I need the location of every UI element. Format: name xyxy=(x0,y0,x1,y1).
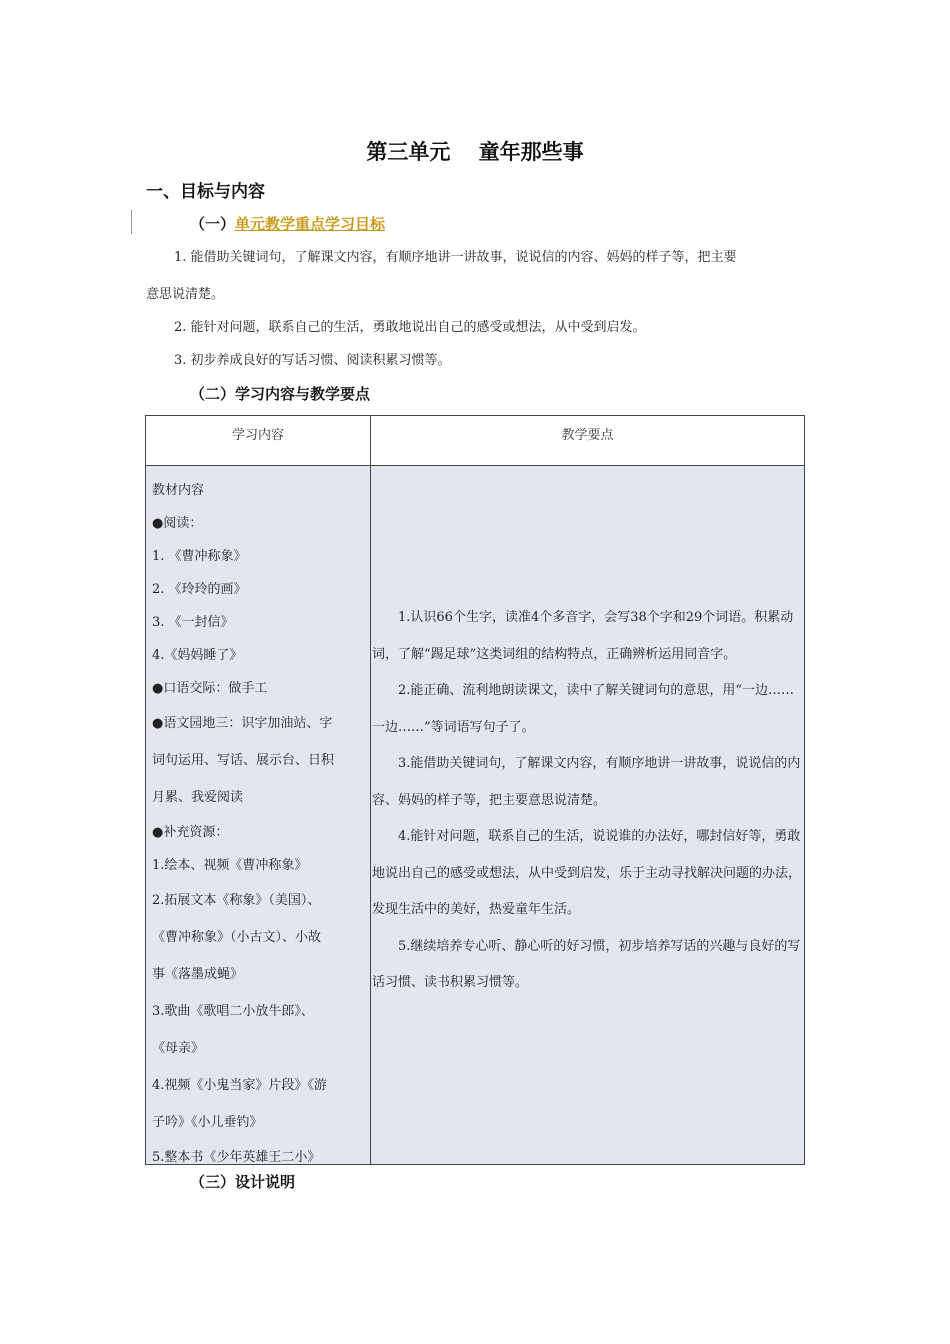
text-cursor-bar xyxy=(131,210,132,234)
learning-content-cell xyxy=(146,466,370,1164)
list-item: 子吟》《小儿垂钓》 xyxy=(152,1115,263,1130)
page-title: 第三单元 童年那些事 xyxy=(366,140,584,164)
goal-3: 3. 初步养成良好的写话习惯、阅读积累习惯等。 xyxy=(174,353,451,368)
list-item: 4.视频《小鬼当家》片段》《游 xyxy=(152,1078,327,1093)
subheading-key-goals-label: 单元教学重点学习目标 xyxy=(235,215,386,233)
content-table xyxy=(145,415,805,1165)
list-item: 2. 《玲玲的画》 xyxy=(152,582,247,597)
list-item: 词句运用、写话、展示台、日积 xyxy=(152,753,335,768)
header-teaching-points: 教学要点 xyxy=(561,428,614,443)
goal-1: 1. 能借助关键词句，了解课文内容，有顺序地讲一讲故事，说说信的内容、妈妈的样子等，把主要 xyxy=(174,250,737,265)
teaching-point: 1.认识66个生字，读准4个多音字，会写38个字和29个词语。积累动词，了解“踢足球”这类词组的结构特点，正确辨析运用同音字。 xyxy=(372,610,794,662)
subheading-prefix: （一） xyxy=(190,215,236,233)
list-item: 月累、我爱阅读 xyxy=(152,790,244,805)
header-learning-content: 学习内容 xyxy=(231,428,284,443)
list-item: 3. 《一封信》 xyxy=(152,615,234,630)
list-item: 1. 《曹冲称象》 xyxy=(152,549,247,564)
subheading-key-goals xyxy=(190,213,385,234)
section-heading-goals: 一、目标与内容 xyxy=(146,182,265,202)
teaching-point: 5.继续培养专心听、静心听的好习惯，初步培养写话的兴趣与良好的写话习惯、读书积累习惯等。 xyxy=(372,938,801,990)
list-item: 3.歌曲《歌唱二小放牛郎》、 xyxy=(152,1004,314,1019)
teaching-point: 4.能针对问题，联系自己的生活，说说谁的办法好，哪封信好等，勇敢地说出自己的感受或想法，从中受到启发，乐于主动寻找解决问题的办法，发现生活中的美好，热爱童年生活。 xyxy=(372,829,802,917)
teaching-point: 2.能正确、流利地朗读课文，读中了解关键词句的意思，用“一边……一边……”等词语写句子了。 xyxy=(372,683,795,735)
list-item: ●补充资源： xyxy=(152,825,229,840)
list-item: ●阅读： xyxy=(152,516,203,531)
list-item: 《母亲》 xyxy=(152,1041,205,1056)
teaching-point: 3.能借助关键词句，了解课文内容，有顺序地讲一讲故事，说说信的内容、妈妈的样子等，把主要意思说清楚。 xyxy=(372,756,801,808)
list-item: 事《落墨成蝇》 xyxy=(152,967,244,982)
subheading-content-table: （二）学习内容与教学要点 xyxy=(190,385,371,403)
list-item: 2.拓展文本《称象》（美国）、 xyxy=(152,893,321,908)
list-item: 4.《妈妈睡了》 xyxy=(152,648,243,663)
goal-1-continued: 意思说清楚。 xyxy=(146,287,225,302)
goal-2: 2. 能针对问题，联系自己的生活，勇敢地说出自己的感受或想法，从中受到启发。 xyxy=(174,320,646,335)
subheading-design-notes: （三）设计说明 xyxy=(190,1173,296,1191)
list-item: 1.绘本、视频《曹冲称象》 xyxy=(152,858,308,873)
list-item: 教材内容 xyxy=(152,483,205,498)
list-item: 《曹冲称象》（小古文）、小故 xyxy=(152,930,322,945)
list-item: ●口语交际：做手工 xyxy=(152,681,268,696)
list-item: 5.整本书《少年英雄王二小》 xyxy=(152,1150,321,1165)
list-item: ●语文园地三：识字加油站、字 xyxy=(152,716,333,731)
teaching-points-cell xyxy=(371,466,804,1164)
table-header-row xyxy=(146,416,804,466)
